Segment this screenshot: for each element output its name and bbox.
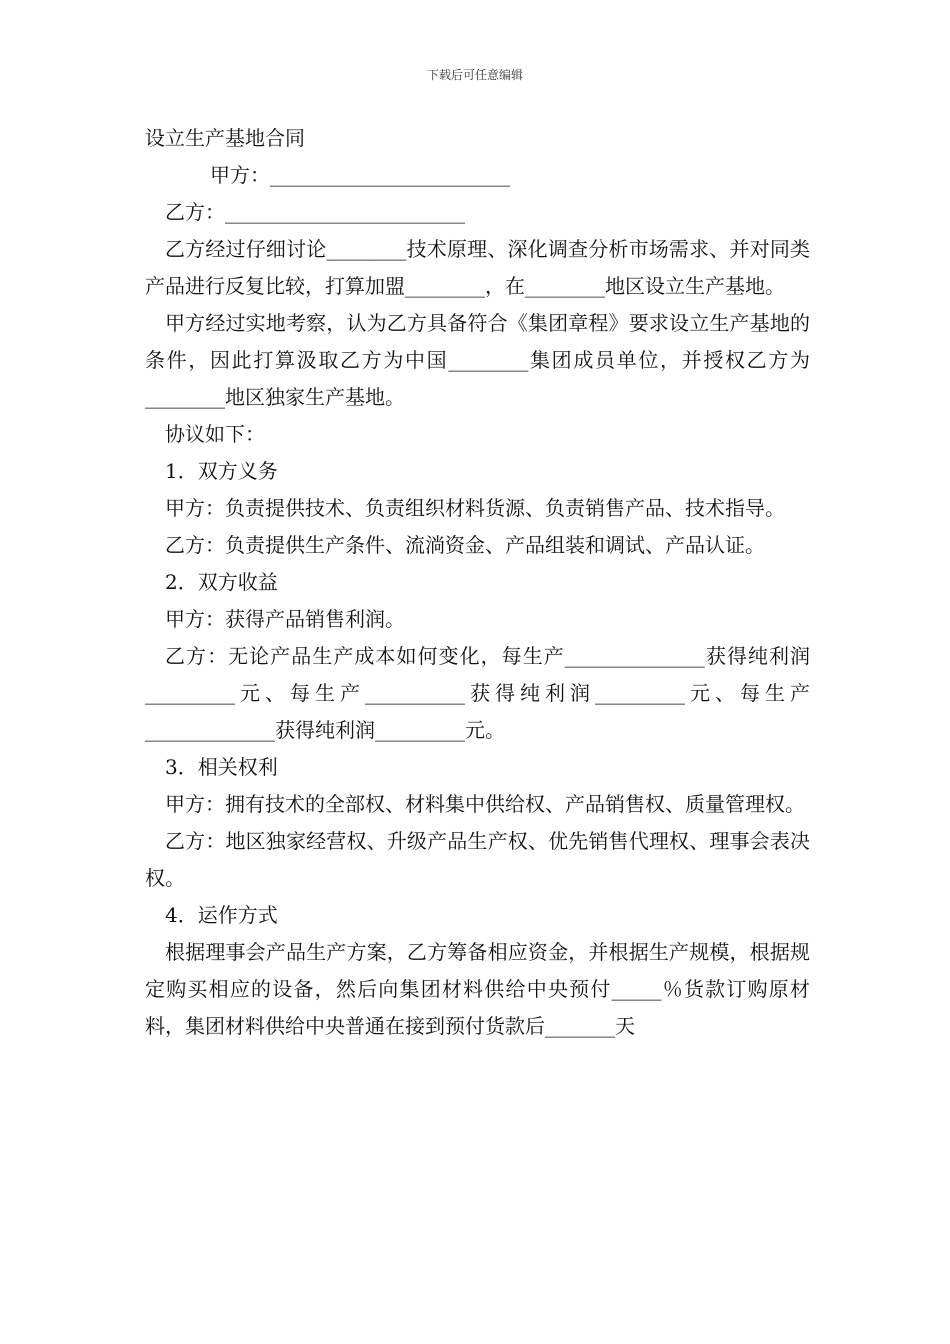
section-3-party-a: 甲方：拥有技术的全部权、材料集中供给权、产品销售权、质量管理权。 bbox=[165, 792, 805, 816]
party-b-line: 乙方：________________________ bbox=[165, 200, 465, 224]
paragraph-intro-a: 甲方经过实地考察，认为乙方具备符合《集团章程》要求设立生产基地的条件，因此打算汲取乙方为中国________集团成员单位，并授权乙方为________地区独家生产基地。 bbox=[145, 311, 810, 409]
page-header: 下载后可任意编辑 bbox=[426, 68, 523, 82]
section-1-heading: 1．双方义务 bbox=[165, 459, 278, 483]
section-3-party-b: 乙方：地区独家经营权、升级产品生产权、优先销售代理权、理事会表决权。 bbox=[145, 829, 810, 890]
section-4-paragraph: 根据理事会产品生产方案，乙方筹备相应资金，并根据生产规模，根据规定购买相应的设备，然后向集团材料供给中央预付_____％货款订购原材料，集团材料供给中央普通在接到预付货款后_______天 bbox=[145, 940, 810, 1038]
section-1-party-b: 乙方：负责提供生产条件、流淌资金、产品组装和调试、产品认证。 bbox=[165, 533, 765, 557]
section-2-heading: 2．双方收益 bbox=[165, 570, 278, 594]
section-1-party-a: 甲方：负责提供技术、负责组织材料货源、负责销售产品、技术指导。 bbox=[165, 496, 785, 520]
section-4-heading: 4．运作方式 bbox=[165, 903, 278, 927]
section-3-heading: 3．相关权利 bbox=[165, 755, 278, 779]
agreement-lead: 协议如下： bbox=[165, 422, 265, 446]
document-title: 设立生产基地合同 bbox=[145, 126, 305, 150]
paragraph-intro-b: 乙方经过仔细讨论________技术原理、深化调查分析市场需求、并对同类产品进行反复比较，打算加盟________，在________地区设立生产基地。 bbox=[145, 237, 810, 298]
section-2-party-a: 甲方：获得产品销售利润。 bbox=[165, 607, 405, 631]
party-a-line: 甲方：________________________ bbox=[210, 163, 510, 187]
contract-body bbox=[145, 120, 810, 1045]
section-2-party-b: 乙方：无论产品生产成本如何变化，每生产______________获得纯利润_________元、每生产__________获得纯利润_________元、每生产_____________获得纯利润_________元。 bbox=[145, 644, 810, 742]
